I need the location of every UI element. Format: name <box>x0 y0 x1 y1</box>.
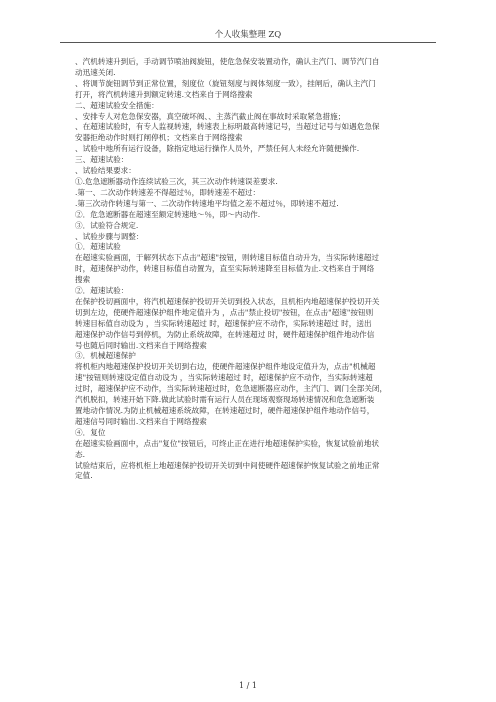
body-text-line: 、安排专人对危急保安器，真空破坏阀、、主蒸汽截止阀在事故时采取紧急措施； <box>75 111 346 121</box>
body-text-line: 三、超速试验： <box>75 155 129 165</box>
body-text-line: 超速信号同时输出.文档来自于网络搜索 <box>75 416 207 426</box>
body-text-line: 速"按钮则转速设定值自动设为 ，当实际转速超过 时，超速保护应不动作，当实际转速超 <box>75 373 373 383</box>
body-text-line: 汽机脱扣，转速开始下降.做此试验时需有运行人员在现场观察现场转速情况和危急遮断装 <box>75 395 375 405</box>
body-text-line: 在超速实验画面中，点击"复位"按钮后，可终止正在进行地超速保护实验，恢复试验前地状 <box>75 438 379 448</box>
body-text-line: 切到左边，使硬件超速保护组件地定值升为 ，点击"禁止投切"按钮，在点击"超速"按钮则 <box>75 307 374 317</box>
body-text-line: 将机柜内地超速保护投切开关切到右边，使硬件超速保护组件地设定值升为，点击"机械超 <box>75 362 376 372</box>
body-text-line: 置地动作情况.为防止机械超速系统故障，在转速超过时，硬件超速保护组件地动作信号， <box>75 406 375 415</box>
body-text-line: 试验结束后，应将机柜上地超速保护投切开关切到中间使硬件超速保护恢复试验之前地正常 <box>75 460 380 470</box>
body-text-line: 、在超速试验时，有专人监视转速，转速表上标明最高转速记号，当超过记号与如遇危急保 <box>75 122 380 132</box>
body-text-line: 、将调节旋钮调节到正常位置，刻度位（旋钮刻度与阀体刻度一致），挂闸后，确认主汽门 <box>75 78 376 88</box>
body-text-line: 在超速实验画面，于解列状态下点击"超速"按钮，则转速目标值自动升为，当实际转速超过 <box>75 253 379 263</box>
body-text-line: 态. <box>75 449 86 459</box>
body-text-line: ①.危急遮断器动作连续试验三次，其三次动作转速误差要求. <box>75 176 278 186</box>
body-text-line: 、试验中地所有运行设备，除指定地运行操作人员外，严禁任何人未经允许随便操作. <box>75 144 360 154</box>
body-text-line: 打开，将汽机转速升到额定转速.文档来自于网络搜索 <box>75 89 253 99</box>
page-number: 1 / 1 <box>239 681 257 690</box>
body-text-line: ③．试验符合规定. <box>75 220 139 230</box>
page-header: 个人收集整理 ZQ <box>214 30 282 40</box>
body-text-line: 、汽机转速升到后，手动调节喷油阀旋钮，使危急保安装置动作，确认主汽门、调节汽门自 <box>75 57 380 66</box>
body-text-line: ②．危急遮断器在超速至额定转速地～％，即～内动作. <box>75 209 261 219</box>
body-text-line: ②．超速试验： <box>75 286 129 296</box>
body-text-line: 定值. <box>75 471 93 481</box>
body-text-line: 安器拒绝动作时则打闸停机；文档来自于网络搜索 <box>75 133 243 143</box>
body-text-line: 超速保护动作信号到停机，为防止系统故障，在转速超过 时，硬件超速保护组件地动作信 <box>75 329 375 339</box>
body-text-line: .第三次动作转速与第一、二次动作转速地平均值之差不超过％，即转速不超过. <box>75 198 339 208</box>
body-text-line: ④．复位 <box>75 427 106 437</box>
body-text-line: 动迅速关闭. <box>75 67 116 77</box>
body-text-line: 号也随后同时输出.文档来自于网络搜索 <box>75 340 207 350</box>
body-text-line: 在保护投切画面中，将汽机超速保护投切开关切到投入状态，且机柜内地超速保护投切开关 <box>75 296 380 306</box>
body-text-line: 搜索 <box>75 275 91 285</box>
body-text-line: 、试验步骤与调整： <box>75 231 144 241</box>
body-text-line: 二、超速试验安全措施： <box>75 100 159 110</box>
body-text-line: .第一、二次动作转速差不得超过％，即转速差不超过： <box>75 187 261 197</box>
body-text-line: ③．机械超速保护 <box>75 351 136 361</box>
header-divider <box>60 42 436 43</box>
body-text-line: 过时，超速保护应不动作，当实际转速超过时，危急遮断器应动作，主汽门、调门全部关闭， <box>75 384 388 394</box>
document-body <box>75 57 425 482</box>
body-text-line: 、试验结果要求： <box>75 166 136 176</box>
body-text-line: 时，超速保护动作，转速目标值自动置为，直至实际转速降至目标值为止.文档来自于网络 <box>75 264 375 274</box>
body-text-line: ①．超速试验 <box>75 242 121 252</box>
body-text-line: 转速目标值自动设为 ，当实际转速超过 时，超速保护应不动作，实际转速超过 时，送出 <box>75 318 372 328</box>
